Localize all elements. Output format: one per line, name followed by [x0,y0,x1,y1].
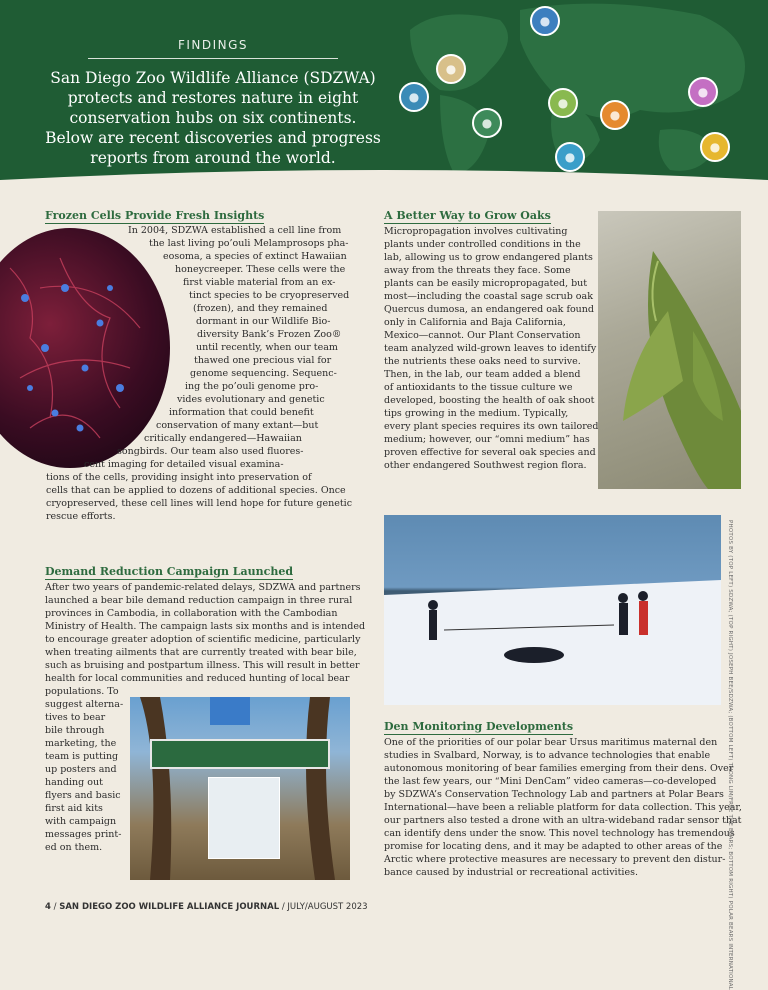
text-line: populations. To [45,686,119,697]
text-line: proven effective for several oak species and [384,447,596,458]
text-line: every plant species requires its own tailored [384,421,599,432]
article-title-oaks: A Better Way to Grow Oaks [384,209,551,222]
text-line: flyers and basic [45,790,121,801]
intro-line: San Diego Zoo Wildlife Alliance (SDZWA) [50,69,376,87]
text-line: In 2004, SDZWA established a cell line from [128,225,342,236]
text-line: cent imaging for detailed visual examina- [84,459,284,470]
text-line: tips growing in the medium. Typically, [384,408,569,419]
text-line: with campaign [45,816,117,827]
text-line: when treating ailments that are currently treated with bear bile, [45,647,357,658]
text-line: until recently, when our team [196,342,338,353]
intro-text [38,68,388,168]
text-line: Mexico—cannot. Our Plant Conservation [384,330,581,341]
article-title-frozen-cells: Frozen Cells Provide Fresh Insights [45,209,265,222]
text-line: ed on them. [45,842,103,853]
text-line: by SDZWA’s Conservation Technology Lab and partners at Polar Bears [384,789,724,800]
svalbard-snow-photo [384,515,721,705]
text-line: tions of the cells, providing insight into preservation of [46,472,312,483]
text-line: Ministry of Health. The campaign lasts six months and is intended [45,621,366,632]
text-line: our partners also tested a drone with an ultra-wideband radar sensor that [384,815,742,826]
text-line: most—including the coastal sage scrub oak [384,291,593,302]
text-line: handing out [45,777,103,788]
text-line: After two years of pandemic-related delays, SDZWA and partners [45,582,361,593]
text-line: cryopreserved, these cell lines will lend hope for future genetic [46,498,353,509]
footer-separator: / [53,902,57,912]
text-line: critically endangered—Hawaiian [144,433,302,444]
text-line: health for local communities and reduced hunting of local bear [45,673,350,684]
article-title-demand-reduction: Demand Reduction Campaign Launched [45,565,294,578]
text-line: lab, allowing us to grow endangered plants [384,252,593,263]
text-line: the last living po’ouli Melamprosops pha- [149,238,349,249]
text-line: away from the threats they face. Some [384,265,571,276]
article-body-den-monitoring [384,736,742,879]
penguin-icon: ● [555,142,585,172]
bird-icon: ● [399,82,429,112]
orangutan-icon: ● [688,77,718,107]
text-line: to encourage greater adoption of scientific medicine, particularly [45,634,361,645]
text-line: first viable material from an ex- [183,277,336,288]
text-line: autonomous monitoring of bear families emerging from their dens. Over [384,763,734,774]
text-line: other endangered Southwest region flora. [384,460,587,471]
intro-line: protects and restores nature in eight [67,89,359,107]
text-line: thawed one precious vial for [194,355,332,366]
article-title-den-monitoring: Den Monitoring Developments [384,720,574,733]
text-line: first aid kits [45,803,103,814]
text-line: can identify dens under the snow. This novel technology has tremendous [384,828,735,839]
text-line: Micropropagation involves cultivating [384,226,568,237]
text-line: only in California and Baja California, [384,317,566,328]
article-body-frozen-cells [46,224,353,523]
text-line: tives to bear [45,712,106,723]
text-line: medium; however, our “omni medium” has [384,434,590,445]
photo-credit: PHOTOS BY (TOP LEFT) SDZWA; (TOP RIGHT) JOSEPH BEE/SDZWA; (BOTTOM LEFT) THONG LIM/FREE THE BEARS; BOTTOM RIGHT) POLAR BEARS INTERNATIONAL [727,520,733,990]
text-line: launched a bear bile demand reduction campaign in three rural [45,595,353,606]
text-line: up posters and [45,764,117,775]
text-line: cells that can be applied to dozens of additional species. Once [46,485,346,496]
text-line: diversity Bank’s Frozen Zoo® [197,329,342,340]
text-line: songbirds. Our team also used fluores- [117,446,304,457]
text-line: plants can be easily micropropagated, but [384,278,588,289]
text-line: suggest alterna- [45,699,124,710]
text-line: studies in Svalbard, Norway, is to advance technologies that enable [384,750,711,761]
intro-line: conservation hubs on six continents. [69,109,357,127]
text-line: the last few years, our “Mini DenCam” video cameras—co-developed [384,776,717,787]
publication-name: SAN DIEGO ZOO WILDLIFE ALLIANCE JOURNAL [59,902,280,912]
koala-icon: ● [700,132,730,162]
text-line: honeycreeper. These cells were the [175,264,346,275]
campaign-sign-board [150,739,330,769]
text-line: Then, in the lab, our team added a blend [384,369,581,380]
text-line: messages print- [45,829,122,840]
page-number: 4 [45,902,51,912]
text-line: conservation of many extant—but [156,420,319,431]
header-banner [0,0,768,190]
flamingo-icon: ● [600,100,630,130]
footer-separator: / [281,902,285,912]
text-line: bile through [45,725,105,736]
text-line: rescue efforts. [46,511,116,522]
bear-icon: ● [530,6,560,36]
text-line: eosoma, a species of extinct Hawaiian [163,251,347,262]
text-line: promise for locating dens, and it may be adapted to other areas of the [384,841,723,852]
text-line: developed, boosting the health of oak shoot [384,395,595,406]
intro-line: Below are recent discoveries and progress [45,129,381,147]
text-line: Arctic where protective measures are necessary to prevent den distur- [384,854,726,865]
text-line: plants under controlled conditions in the [384,239,581,250]
text-line: such as bruising and postpartum illness. This will result in better [45,660,360,671]
text-line: genome sequencing. Sequenc- [190,368,337,379]
page-footer [45,902,368,912]
intro-line: reports from around the world. [90,149,336,167]
text-line: marketing, the [45,738,117,749]
text-line: International—have been a reliable platform for data collection. This year, [384,802,742,813]
elephant-icon: ● [548,88,578,118]
text-line: the nutrients these oaks need to survive. [384,356,581,367]
text-line: information that could benefit [169,407,314,418]
header-wave-edge [0,168,768,190]
text-line: bance caused by industrial or recreational activities. [384,867,638,878]
text-line: provinces in Cambodia, in collaboration with the Cambodian [45,608,338,619]
antelope-icon: ● [436,54,466,84]
text-line: dormant in our Wildlife Bio- [196,316,331,327]
article-body-oaks [384,225,599,472]
text-line: tinct species to be cryopreserved [189,290,350,301]
text-line: (frozen), and they remained [193,303,328,314]
cambodia-campaign-sign-photo [130,697,350,880]
text-line: team analyzed wild-grown leaves to identify [384,343,597,354]
text-line: ing the po’ouli genome pro- [185,381,319,392]
campaign-poster [208,777,280,859]
issue-date: JULY/AUGUST 2023 [287,902,368,912]
text-line: Quercus dumosa, an endangered oak found [384,304,594,315]
text-line: of antioxidants to the tissue culture we [384,382,573,393]
oak-shoot-photo [598,211,741,489]
text-line: One of the priorities of our polar bear Ursus maritimus maternal den [384,737,718,748]
text-line: vides evolutionary and genetic [177,394,325,405]
tiger-icon: ● [472,108,502,138]
section-label: FINDINGS [88,38,338,59]
text-line: team is putting [45,751,119,762]
